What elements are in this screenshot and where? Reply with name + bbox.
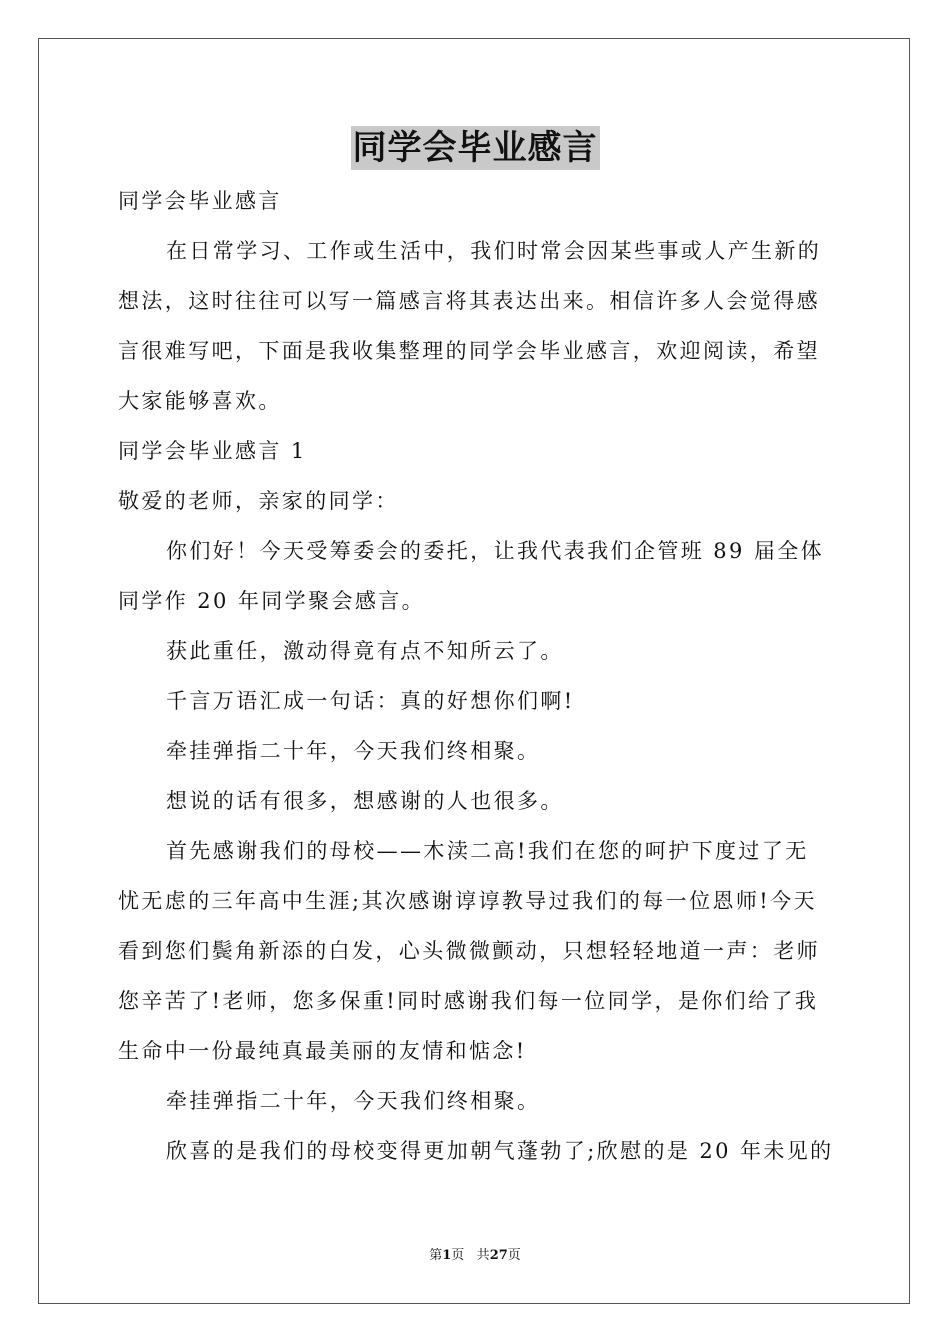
text-line: 大家能够喜欢。 [118,389,282,413]
text-line: 同学会毕业感言 1 [118,439,307,463]
text-line: 千言万语汇成一句话：真的好想你们啊! [166,689,575,713]
text-line: 欣喜的是我们的母校变得更加朝气蓬勃了;欣慰的是 20 年未见的 [166,1139,834,1163]
text-line: 生命中一份最纯真最美丽的友情和惦念! [118,1039,527,1063]
title-container [0,126,950,170]
text-line: 牵挂弹指二十年，今天我们终相聚。 [166,1089,541,1113]
text-line: 想法，这时往往可以写一篇感言将其表达出来。相信许多人会觉得感 [118,289,820,313]
text-line: 同学会毕业感言 [118,189,282,213]
text-line: 获此重任，激动得竟有点不知所云了。 [166,639,564,663]
page-footer [0,1246,950,1266]
text-line: 同学作 20 年同学聚会感言。 [118,589,426,613]
text-line: 想说的话有很多，想感谢的人也很多。 [166,789,564,813]
text-line: 言很难写吧，下面是我收集整理的同学会毕业感言，欢迎阅读，希望 [118,339,820,363]
total-prefix: 共 [476,1248,490,1263]
text-line: 在日常学习、工作或生活中，我们时常会因某些事或人产生新的 [166,239,822,263]
text-line: 你们好！今天受筹委会的委托，让我代表我们企管班 89 届全体 [166,539,825,563]
text-line: 牵挂弹指二十年，今天我们终相聚。 [166,739,541,763]
document-body [118,176,834,1176]
text-line: 您辛苦了!老师，您多保重!同时感谢我们每一位同学，是你们给了我 [118,989,819,1013]
page-suffix: 页 [451,1248,465,1263]
text-line: 敬爱的老师，亲家的同学： [118,489,399,513]
document-title: 同学会毕业感言 [352,128,598,168]
page-prefix: 第 [429,1248,443,1263]
text-line: 看到您们鬓角新添的白发，心头微微颤动，只想轻轻地道一声：老师 [118,939,820,963]
page-number: 1 [442,1248,452,1263]
total-pages: 27 [489,1248,508,1263]
text-line: 忧无虑的三年高中生涯;其次感谢谆谆教导过我们的每一位恩师!今天 [118,889,817,913]
text-line: 首先感谢我们的母校——木渎二高!我们在您的呵护下度过了无 [166,839,809,863]
total-suffix: 页 [507,1248,521,1263]
